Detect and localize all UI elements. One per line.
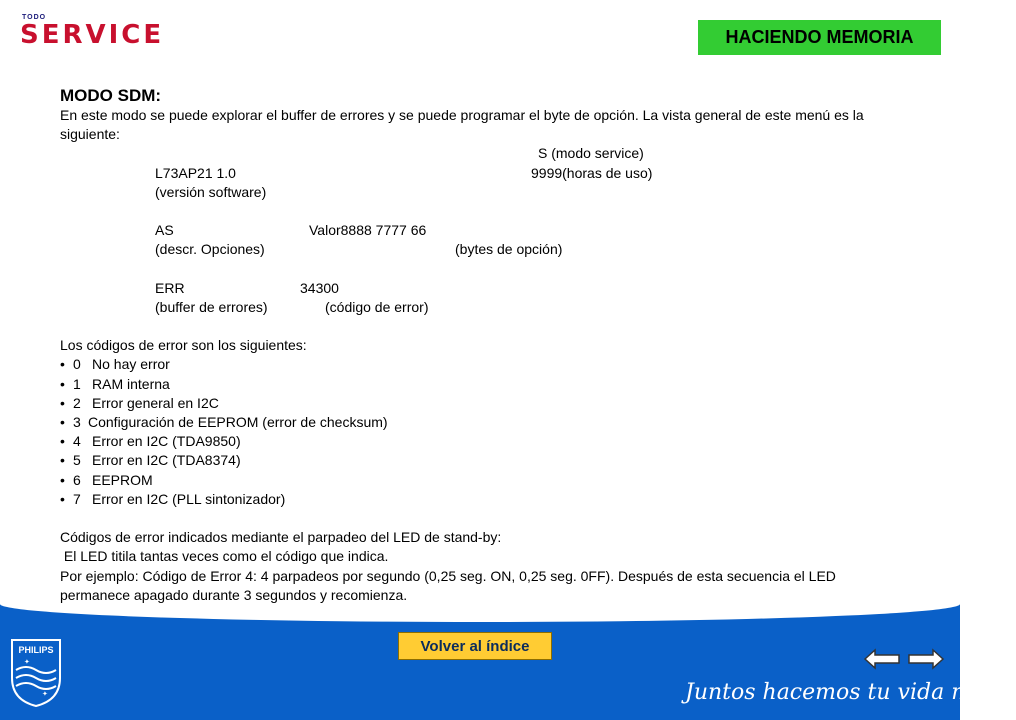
codes-title: Los códigos de error son los siguientes: <box>60 337 307 354</box>
list-item: • 2 Error general en I2C <box>60 394 900 413</box>
previous-arrow-icon[interactable] <box>864 648 900 670</box>
logo-brand-text: SERVICE <box>20 20 165 50</box>
svg-text:✦: ✦ <box>24 658 30 666</box>
next-arrow-icon[interactable] <box>908 648 944 670</box>
led-description: El LED titila tantas veces como el código que indica. <box>60 548 389 565</box>
list-item: • 4 Error en I2C (TDA9850) <box>60 432 900 451</box>
menu-bytes: (bytes de opción) <box>455 241 563 258</box>
menu-row-err <box>60 279 900 298</box>
menu-buffer: (buffer de errores) <box>155 298 268 315</box>
led-title: Códigos de error indicados mediante el parpadeo del LED de stand-by: <box>60 529 502 546</box>
philips-brand-text: PHILIPS <box>18 645 54 655</box>
menu-version-label: (versión software) <box>155 183 267 200</box>
list-item: • 1 RAM interna <box>60 375 900 394</box>
menu-row-descr <box>60 240 900 259</box>
menu-version: L73AP21 1.0 <box>155 164 236 181</box>
menu-row-version <box>60 164 900 183</box>
menu-hours: 9999(horas de uso) <box>531 164 653 181</box>
philips-shield-logo <box>8 638 64 708</box>
menu-row-version-label <box>60 183 900 202</box>
section-title: MODO SDM: <box>60 86 162 105</box>
menu-err-code: 34300 <box>300 279 339 296</box>
list-item: • 7 Error en I2C (PLL sintonizador) <box>60 490 900 509</box>
section-badge: HACIENDO MEMORIA <box>698 20 941 55</box>
menu-s-mode: S (modo service) <box>538 145 644 162</box>
list-item: • 0 No hay error <box>60 355 900 374</box>
menu-descr: (descr. Opciones) <box>155 241 265 258</box>
menu-valor: Valor8888 7777 66 <box>309 222 427 239</box>
menu-row-mode <box>60 144 900 163</box>
footer-slogan: Juntos hacemos tu vida mejor <box>685 680 1016 705</box>
menu-row-buffer <box>60 298 900 317</box>
intro-text: En este modo se puede explorar el buffer de errores y se puede programar el byte de opción. La vista general de este menú es la siguiente: <box>60 107 864 143</box>
svg-text:✦: ✦ <box>42 690 48 698</box>
menu-code-label: (código de error) <box>325 298 429 315</box>
menu-as: AS <box>155 222 174 239</box>
logo-small-text: TODO <box>22 14 47 21</box>
list-item: • 6 EEPROM <box>60 471 900 490</box>
led-example: Por ejemplo: Código de Error 4: 4 parpadeos por segundo (0,25 seg. ON, 0,25 seg. 0FF). Después de esta secuencia el LED permanece apagado durante 3 segundos y recomienza. <box>60 567 836 603</box>
menu-err: ERR <box>155 279 185 296</box>
list-item: • 5 Error en I2C (TDA8374) <box>60 451 900 470</box>
menu-row-as <box>60 221 900 240</box>
todo-service-logo <box>20 14 170 48</box>
back-to-index-button[interactable]: Volver al índice <box>398 632 552 660</box>
list-item: • 3 Configuración de EEPROM (error de checksum) <box>60 413 900 432</box>
main-content <box>60 86 900 605</box>
error-code-list <box>60 355 900 509</box>
